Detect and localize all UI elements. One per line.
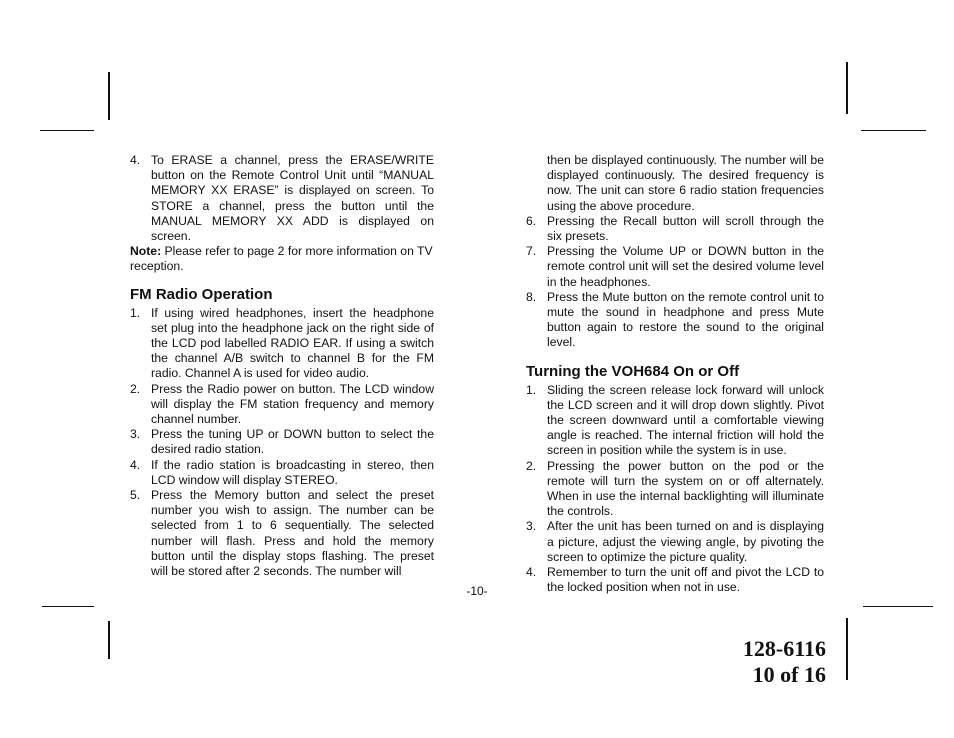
item-number: 6. — [526, 213, 537, 228]
document-id — [743, 636, 826, 688]
list-item — [526, 214, 824, 244]
item-text: After the unit has been turned on and is displaying a picture, adjust the viewing angle, by pivoting the screen to optimize the picture quality. — [547, 519, 824, 564]
item-text: Pressing the power button on the pod or the remote will turn the system on or off alternately. When in use the internal backlighting will illuminate the controls. — [547, 458, 824, 519]
list-item — [130, 153, 434, 244]
page-number: -10- — [466, 584, 488, 598]
item-text: To ERASE a channel, press the ERASE/WRITE button on the Remote Control Unit until “MANUAL MEMORY XX ERASE” is displayed on screen. To STORE a channel, press the button until the MANUAL MEMORY XX ADD is displayed on screen. — [151, 153, 434, 244]
item-number: 3. — [526, 519, 537, 534]
crop-mark-top-left-horizontal — [40, 130, 94, 131]
item-number: 4. — [130, 153, 141, 167]
note — [130, 244, 434, 274]
crop-mark-bottom-left-horizontal — [42, 606, 94, 607]
item-number: 2. — [130, 381, 141, 396]
item-number: 4. — [130, 457, 141, 472]
item-number: 3. — [130, 427, 141, 442]
item-number: 5. — [130, 488, 141, 503]
left-column — [130, 153, 434, 579]
fm-radio-heading: FM Radio Operation — [130, 285, 273, 303]
list-item — [130, 427, 434, 457]
item-number: 4. — [526, 565, 537, 580]
list-item — [526, 290, 824, 351]
list-item — [130, 382, 434, 428]
list-item — [526, 244, 824, 290]
list-item — [526, 459, 824, 520]
item-number: 1. — [130, 305, 141, 320]
item-text: Press the Mute button on the remote control unit to mute the sound in headphone and press Mute button again to restore the sound to the original level. — [547, 289, 824, 350]
crop-mark-bottom-left-vertical — [108, 621, 110, 659]
turning-on-off-heading: Turning the VOH684 On or Off — [526, 362, 740, 380]
crop-mark-bottom-right-horizontal — [863, 606, 933, 607]
list-item — [526, 519, 824, 565]
crop-mark-bottom-right-vertical — [846, 618, 848, 680]
item-text: Pressing the Recall button will scroll through the six presets. — [547, 213, 824, 244]
note-text: Please refer to page 2 for more information on TV reception. — [130, 244, 433, 274]
item-number: 2. — [526, 458, 537, 473]
item-number: 8. — [526, 289, 537, 304]
crop-mark-top-right-vertical — [846, 62, 848, 114]
list-item — [526, 383, 824, 459]
crop-mark-top-right-horizontal — [861, 130, 926, 131]
item-text: Remember to turn the unit off and pivot the LCD to the locked position when not in use. — [547, 565, 824, 595]
item-text: Press the Memory button and select the preset number you wish to assign. The number can be selected from 1 to 6 sequentially. The selected number will flash. Press and hold the memory button until the display stops flashing. The preset will be stored after 2 seconds. The number will — [151, 488, 434, 579]
list-item — [130, 488, 434, 579]
item-number: 7. — [526, 244, 537, 259]
list-item — [130, 306, 434, 382]
list-item — [130, 458, 434, 488]
item-continuation: then be displayed continuously. The number will be displayed continuously. The desired frequency is now. The unit can store 6 radio station frequencies using the above procedure. — [547, 153, 824, 213]
page-of: 10 of 16 — [752, 662, 826, 687]
item-text: If using wired headphones, insert the headphone set plug into the headphone jack on the right side of the LCD pod labelled RADIO EAR. If using a switch the channel A/B switch to channel B for the FM radio. Channel A is used for video audio. — [151, 305, 434, 381]
list-item — [526, 565, 824, 595]
item-text: Sliding the screen release lock forward will unlock the LCD screen and it will drop down slightly. Pivot the screen downward until a comfortable viewing angle is reached. The internal friction will hold the screen in position while the system is in use. — [547, 382, 824, 458]
crop-mark-top-left-vertical — [108, 72, 110, 120]
item-text: Press the Radio power on button. The LCD window will display the FM station frequency and memory channel number. — [151, 381, 434, 427]
item-text: Pressing the Volume UP or DOWN button in the remote control unit will set the desired volume level in the headphones. — [547, 244, 824, 289]
right-column — [526, 153, 824, 595]
doc-number: 128-6116 — [742, 636, 826, 661]
item-number: 1. — [526, 382, 537, 397]
item-text: Press the tuning UP or DOWN button to select the desired radio station. — [151, 427, 434, 457]
item-text: If the radio station is broadcasting in stereo, then LCD window will display STEREO. — [151, 457, 434, 487]
note-label: Note: — [130, 244, 162, 259]
